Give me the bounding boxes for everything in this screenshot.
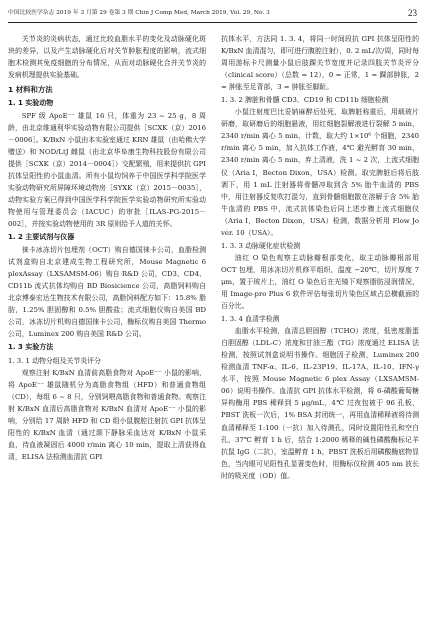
right-column [221,33,419,621]
left-column [8,33,206,621]
animals-paragraph: SPF 级 ApoE⁻⁻ 雄鼠 16 只，体重为 23 ~ 25 g，8 周龄，由北京维通利华实验动物有限公司提供［SCXK（京）2016－0006］。K/BxN 小鼠由本实验室通过 KRN 雄鼠（由哈佛大学赠送）和 NOD/LtJ 雌鼠（由北京华阜康生物科技股份有限公司提供［SCXK（京）2014－0004］）交配繁殖，用来提供抗 GPI 抗体呈阳性的小鼠血清。所有小鼠均饲养于中国医学科学院医学实验动物研究所屏障环境动物房［SYXK（京）2015－0035］，动物实验方案已得到中国医学科学院医学实验动物研究所实验动物使用与管理委员会（IACUC）的审批［ILAS-PG-2015－002］，并按实验动物使用的 3R 原则给予人道的关怀。 [8,111,206,229]
section-heading-materials: 1 材料和方法 [8,85,53,95]
grouping-paragraph: 观察注射 K/BxN 血清前高脂食物对 ApoE⁻⁻ 小鼠的影响，将 ApoE⁻⁻ 雄鼠随机分为高脂食物组（HFD）和普通食物组（CD），每组 6 ~ 8 只，分别饲喂高脂食物和普通食物。观察注射 K/BxN 血清后高脂食物对 K/BxN 血清对 ApoE⁻⁻ 小鼠的影响，分别给 17 周龄 HFD 和 CD 组小鼠腹腔注射抗 GPI 抗体呈阳性的 K/BxN 血清（通过颌下静脉采血达对 K/BxN 小鼠采血，待血液凝固后 4000 r/min 离心 10 min，提取上清获得血清，ELISA 法检测血清抗 GPI [8,368,206,461]
subsubsection-heading-grouping: 1. 3. 1 动物分组及关节炎评分 [8,356,102,365]
running-header [8,7,417,19]
journal-citation: 中国比较医学杂志 2019 年 3 月第 29 卷第 3 期 Chin J Comp Med, March 2019, Vol. 29, No. 3 [8,10,270,16]
continued-paragraph: 抗体水平，方法同 1. 3. 4，将同一时间段抗 GPI 抗体呈阳性的 K/BxN 血清混匀，即可进行腹腔注射），0. 2 mL/次/周，同时每周用游标卡尺测量小鼠后肢踝关节宽度并记录四肢关节炎评分（clinical score）（总数 = 12），0 = 正常，1 = 踝部肿胀，2 = 肿胀至足背部，3 = 肿胀至脚趾。 [221,35,419,92]
intro-paragraph: 关节炎的炎病状态，通过比较血脂水平的变化及动脉硬化斑块的差异，以及产生动脉硬化后对关节肿胀程度的影响，流式细胞术检测其免疫细胞的分布情况，从而对动脉硬化合并关节炎的发病机理提供实验基础。 [8,35,206,80]
serum-paragraph: 血脂水平检测，血清总胆固醇（TCHO）浓度，低密度脂蛋白胆固醇（LDL-C）浓度和甘油三酯（TG）浓度通过 ELISA 法检测，按照试剂盒说明书操作。细胞因子检测，Luminex 200 检测血清 TNF-α、IL-6、IL-23P19、IL-17A、IL-10、IFN-γ 水平，按照 Mouse Magnetic 6 plex Assay（LXSAMSM-06）说明书操作。血清抗 GPI 抗体水平检测，将 6-磷酸葡萄糖异构酶用 PBS 稀释到 5 μg/mL，4℃ 过夜包被于 96 孔板，PBST 洗板一次后，1% BSA 封闭统一，再用血清稀释液将待测血清稀释至 1:100（一抗）加入待测孔，同时设置阳性孔和空白孔，37℃ 孵育 1 h 后，结合 1:2000 稀释的碱性磷酸酶标记羊抗鼠 IgG（二抗），室温孵育 1 h，PBST 洗板后用磷酸酶底物显色，当内眼可见阳性孔显著变色时，用酶标仪检测 405 nm 波长时的吸光度（OD）值。 [221,327,419,480]
reagents-paragraph: 徕卡冰冻切片包埋剂（OCT）购自德国徕卡公司，血脂检测试剂盒购自北京建成生物工程研究所，Mouse Magnetic 6 plexAssay（LXSAMSM-06）购自 R&D 公司，CD3、CD4、CD11b 流式抗体均购自 BD Biosicience 公司，高脂饲料购自北京博泰宏达生物技术有限公司，高脂饲料配方如下：15.8% 脂肪，1.25% 胆固醇和 0.5% 胆酸盐；流式细胞仪购自美国 BD 公司，冰冻切片机购自德国徕卡公司，酶标仪购自美国 Thermo 公司，Luminex 200 购自美国 R&D 公司。 [8,245,206,338]
subsubsection-heading-plaque: 1. 3. 3 动脉硬化症状检测 [221,241,301,250]
subsubsection-heading-flow: 1. 3. 2 脾脏和骨髓 CD3、CD19 和 CD11b 细胞检测 [221,96,389,105]
page-number: 23 [408,8,417,18]
plaque-paragraph: 油红 O 染色观察主动脉瓣根部变化，取主动脉瓣根部用 OCT 包埋，用冰冻切片机修平组织，温度 −20℃，切片厚度 7 μm，置于玻片上，油红 O 染色后在光镜下观察脂肪浸润情况，用 Image-pro Plus 6 软件评估每张切片染色区域占总横截面的百分比。 [221,253,419,311]
subsection-heading-reagents: 1. 2 主要试剂与仪器 [8,233,75,242]
subsection-heading-animals: 1. 1 实验动物 [8,99,54,108]
flow-paragraph: 小鼠注射度巴比妥钠麻醉后处死，取脾脏称重后，用载玻片研磨，取研磨后的细胞悬液，用红细胞裂解液进行裂解 5 min，2340 r/min 离心 5 min，计数，取大约 1×10⁶ 个细胞，2340 r/min 离心 5 min，加入抗体工作液，4℃ 避光孵育 30 min，2340 r/min 离心 5 min，弃上清液，洗 1 ~ 2 次，上流式细胞仪（Aria Ⅰ，Becton Dixon，USA）检测。取完脾脏后将后肢剥下，用 1 mL 注射器将骨髓冲取到含 5% 胎牛血清的 PBS 中，用注射器反复吹打混匀，直到骨髓细胞散在溶解于含 5% 胎牛血清的 PBS 中，流式抗体染色后同上述步骤上流式细胞仪（Aria Ⅰ，Becton Dixon，USA）检测，数据分析用 Flow Jo ver. 10（USA）。 [221,108,419,237]
header-rule [8,22,417,23]
subsubsection-heading-serum: 1. 3. 4 血清学检测 [221,315,280,324]
subsection-heading-methods: 1. 3 实验方法 [8,343,54,352]
